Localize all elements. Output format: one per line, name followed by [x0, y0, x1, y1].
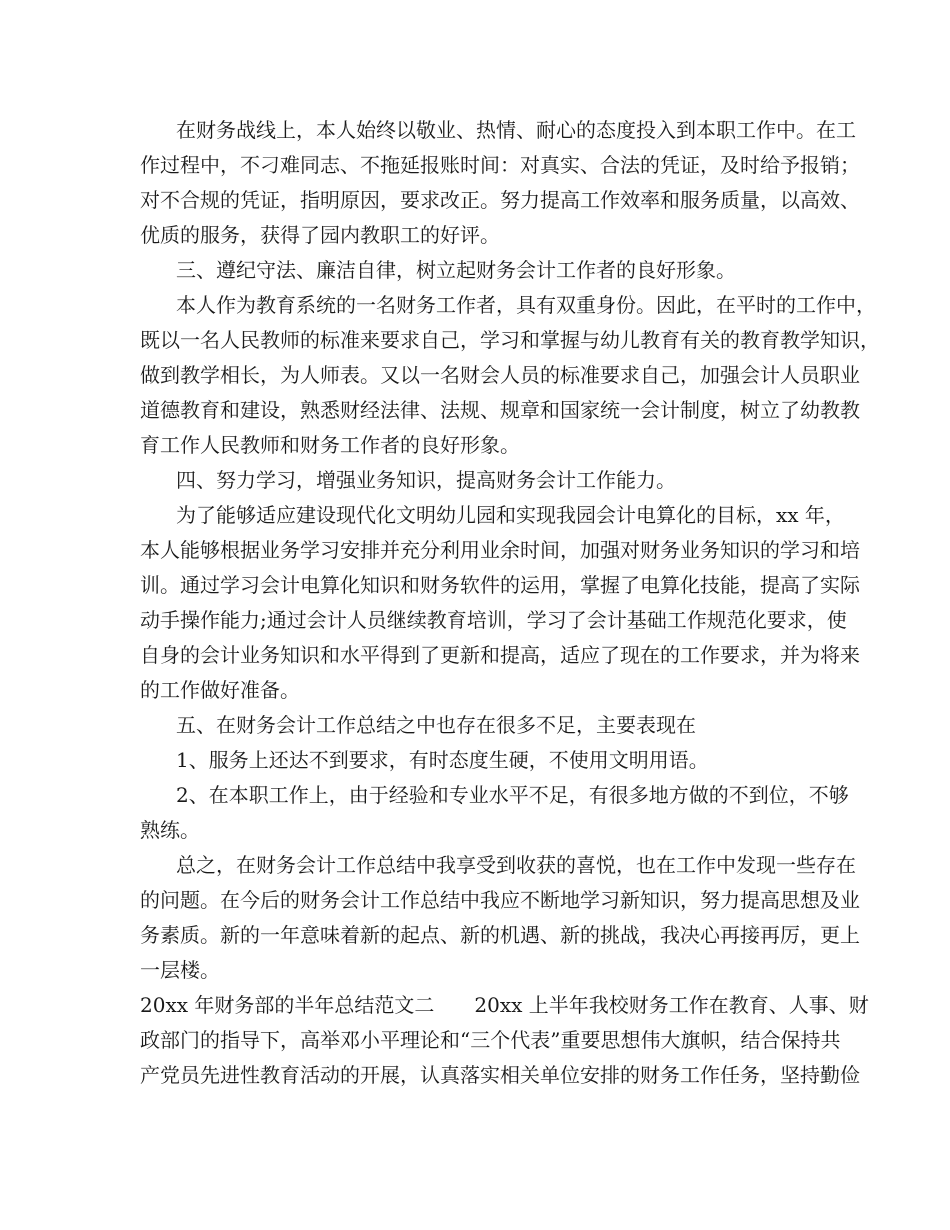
paragraph-line: 育工作人民教师和财务工作者的良好形象。 — [140, 433, 520, 457]
paragraph-line: 政部门的指导下，高举邓小平理论和“三个代表”重要思想伟大旗帜，结合保持共 — [140, 1028, 841, 1052]
paragraph-line: 动手操作能力;通过会计人员继续教育培训，学习了会计基础工作规范化要求，使 — [140, 608, 847, 632]
paragraph-line: 做到教学相长，为人师表。又以一名财会人员的标准要求自己，加强会计人员职业 — [140, 363, 860, 387]
paragraph-line: 本人作为教育系统的一名财务工作者，具有双重身份。因此，在平时的工作中， — [176, 293, 876, 317]
paragraph-line: 熟练。 — [140, 818, 200, 842]
paragraph-line: 训。通过学习会计电算化知识和财务软件的运用，掌握了电算化技能，提高了实际 — [140, 573, 860, 597]
paragraph-line: 作过程中，不刁难同志、不拖延报账时间：对真实、合法的凭证，及时给予报销； — [140, 153, 860, 177]
document-body — [140, 113, 880, 1093]
paragraph-line: 优质的服务，获得了园内教职工的好评。 — [140, 223, 500, 247]
paragraph-line: 对不合规的凭证，指明原因，要求改正。努力提高工作效率和服务质量，以高效、 — [140, 188, 860, 212]
paragraph-line: 为了能够适应建设现代化文明幼儿园和实现我园会计电算化的目标，xx 年， — [176, 503, 845, 527]
paragraph-line: 本人能够根据业务学习安排并充分利用业余时间，加强对财务业务知识的学习和培 — [140, 538, 860, 562]
paragraph-line: 20xx 年财务部的半年总结范文二 20xx 上半年我校财务工作在教育、人事、财 — [140, 993, 869, 1017]
section-heading: 五、在财务会计工作总结之中也存在很多不足，主要表现在 — [176, 713, 696, 737]
paragraph-line: 的问题。在今后的财务会计工作总结中我应不断地学习新知识，努力提高思想及业 — [140, 888, 860, 912]
paragraph-line: 总之，在财务会计工作总结中我享受到收获的喜悦，也在工作中发现一些存在 — [176, 853, 856, 877]
paragraph-line: 自身的会计业务知识和水平得到了更新和提高，适应了现在的工作要求，并为将来 — [140, 643, 860, 667]
paragraph-line: 一层楼。 — [140, 958, 220, 982]
section-heading: 四、努力学习，增强业务知识，提高财务会计工作能力。 — [176, 468, 676, 492]
list-item: 2、在本职工作上，由于经验和专业水平不足，有很多地方做的不到位，不够 — [176, 783, 849, 807]
list-item: 1、服务上还达不到要求，有时态度生硬，不使用文明用语。 — [176, 748, 709, 772]
paragraph-line: 在财务战线上，本人始终以敬业、热情、耐心的态度投入到本职工作中。在工 — [176, 118, 856, 142]
paragraph-line: 务素质。新的一年意味着新的起点、新的机遇、新的挑战，我决心再接再厉，更上 — [140, 923, 860, 947]
paragraph-line: 既以一名人民教师的标准来要求自己，学习和掌握与幼儿教育有关的教育教学知识， — [140, 328, 880, 352]
paragraph-line: 的工作做好准备。 — [140, 678, 300, 702]
paragraph-line: 产党员先进性教育活动的开展，认真落实相关单位安排的财务工作任务，坚持勤俭 — [140, 1063, 860, 1087]
section-heading: 三、遵纪守法、廉洁自律，树立起财务会计工作者的良好形象。 — [176, 258, 736, 282]
paragraph-line: 道德教育和建设，熟悉财经法律、法规、规章和国家统一会计制度，树立了幼教教 — [140, 398, 860, 422]
